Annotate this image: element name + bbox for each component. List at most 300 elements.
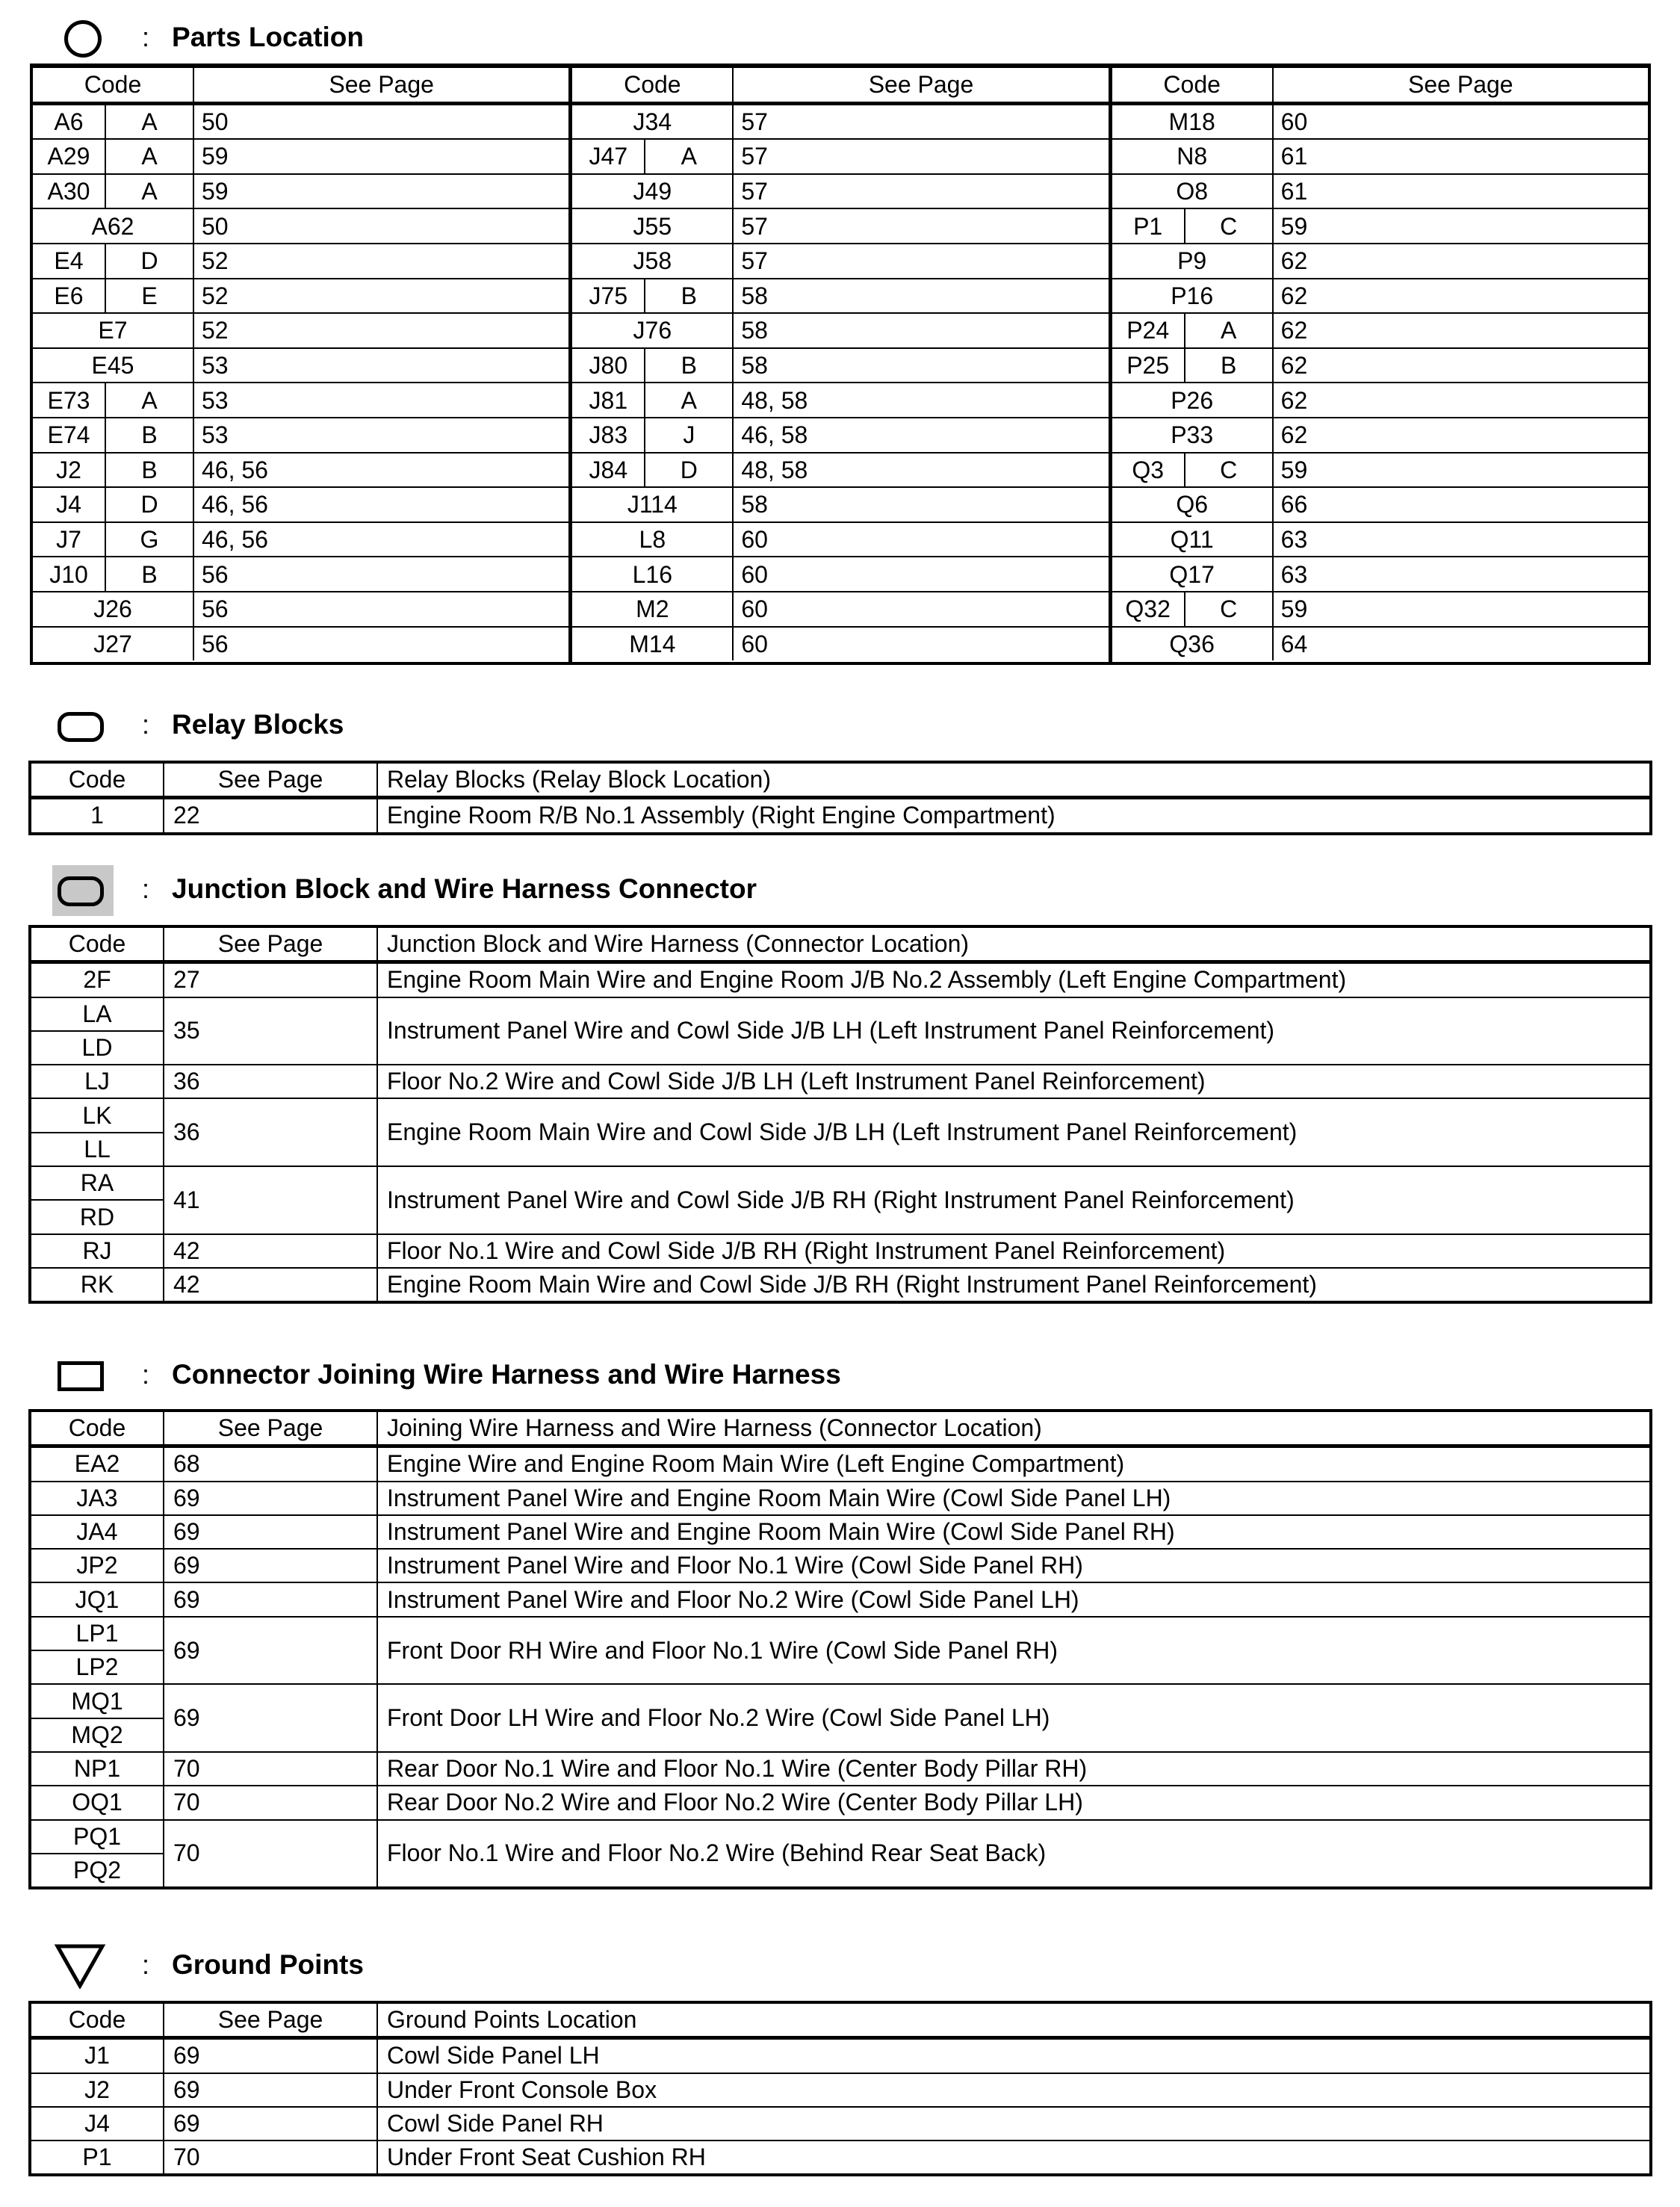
code-cell: 1 (31, 798, 164, 833)
code-cell: P1 (1112, 208, 1185, 244)
code-cell: E7 (33, 313, 193, 348)
table-row (1112, 208, 1648, 244)
code-cell: J83 (572, 418, 645, 453)
page-cell: 52 (193, 279, 568, 314)
page-cell: 70 (164, 1820, 377, 1888)
connector-letter-cell: B (1185, 348, 1273, 383)
connector-letter-cell: D (645, 453, 733, 488)
table-row (572, 313, 1108, 348)
page-cell: 69 (164, 2073, 377, 2107)
page-cell: 62 (1273, 348, 1648, 383)
description-cell: Engine Room Main Wire and Cowl Side J/B RH (Right Instrument Panel Reinforcement) (377, 1268, 1650, 1301)
page-cell: 62 (1273, 313, 1648, 348)
code-cell: A29 (33, 139, 105, 174)
page-cell: 56 (193, 557, 568, 592)
connector-letter-cell: E (105, 279, 193, 314)
code-cell: A62 (33, 208, 193, 244)
ground-points-heading (52, 1943, 364, 1987)
page-cell: 46, 58 (733, 418, 1108, 453)
description-cell: Instrument Panel Wire and Cowl Side J/B LH (Left Instrument Panel Reinforcement) (377, 997, 1650, 1065)
code-cell: J4 (31, 2107, 164, 2141)
table-row (33, 627, 568, 661)
code-cell: E45 (33, 348, 193, 383)
connector-letter-cell: C (1185, 592, 1273, 627)
connector-letter-cell: B (105, 418, 193, 453)
connector-letter-cell: D (105, 487, 193, 522)
code-cell: J2 (31, 2073, 164, 2107)
code-cell: J58 (572, 244, 733, 279)
code-header: Code (31, 2003, 164, 2038)
table-row (33, 313, 568, 348)
code-cell: Q6 (1112, 487, 1273, 522)
code-cell: E74 (33, 418, 105, 453)
page-header: See Page (164, 763, 377, 798)
page-cell: 56 (193, 592, 568, 627)
connector-letter-cell: B (645, 348, 733, 383)
section-title: Connector Joining Wire Harness and Wire Harness (172, 1359, 841, 1390)
description-header: Joining Wire Harness and Wire Harness (Connector Location) (377, 1411, 1650, 1446)
code-cell: LD (31, 1031, 164, 1065)
header-row (33, 67, 568, 103)
code-header: Code (31, 927, 164, 962)
page-cell: 48, 58 (733, 383, 1108, 418)
table-row (572, 522, 1108, 557)
page-cell: 68 (164, 1446, 377, 1482)
table-row (31, 997, 1650, 1031)
description-cell: Engine Room Main Wire and Cowl Side J/B LH (Left Instrument Panel Reinforcement) (377, 1098, 1650, 1166)
code-cell: J80 (572, 348, 645, 383)
table-row (572, 418, 1108, 453)
table-row (1112, 279, 1648, 314)
code-cell: JP2 (31, 1549, 164, 1582)
code-cell: P26 (1112, 383, 1273, 418)
page-cell: 70 (164, 1786, 377, 1819)
code-cell: P1 (31, 2141, 164, 2174)
description-cell: Instrument Panel Wire and Cowl Side J/B RH (Right Instrument Panel Reinforcement) (377, 1166, 1650, 1234)
code-cell: A6 (33, 103, 105, 139)
heading-colon: : (142, 873, 150, 904)
page-header: See Page (164, 927, 377, 962)
table-row (33, 208, 568, 244)
table-row (1112, 313, 1648, 348)
description-header: Junction Block and Wire Harness (Connector Location) (377, 927, 1650, 962)
code-header: Code (33, 67, 193, 103)
connector-letter-cell: B (105, 453, 193, 488)
rectangle-icon (52, 1352, 112, 1397)
code-cell: LA (31, 997, 164, 1031)
code-cell: L8 (572, 522, 733, 557)
page-cell: 69 (164, 1482, 377, 1515)
description-cell: Front Door LH Wire and Floor No.2 Wire (Cowl Side Panel LH) (377, 1684, 1650, 1752)
table-row (33, 103, 568, 139)
connector-letter-cell: A (1185, 313, 1273, 348)
page-cell: 59 (1273, 592, 1648, 627)
description-cell: Front Door RH Wire and Floor No.1 Wire (Cowl Side Panel RH) (377, 1617, 1650, 1685)
page-cell: 59 (1273, 208, 1648, 244)
page-cell: 69 (164, 1684, 377, 1752)
code-cell: P24 (1112, 313, 1185, 348)
table-row (572, 208, 1108, 244)
page-cell: 60 (1273, 103, 1648, 139)
code-cell: Q11 (1112, 522, 1273, 557)
table-row (33, 139, 568, 174)
table-row (572, 487, 1108, 522)
code-cell: M2 (572, 592, 733, 627)
description-cell: Instrument Panel Wire and Floor No.1 Wire (Cowl Side Panel RH) (377, 1549, 1650, 1582)
page-cell: 64 (1273, 627, 1648, 661)
code-header: Code (31, 1411, 164, 1446)
table-row (1112, 627, 1648, 661)
table-row (572, 383, 1108, 418)
page-cell: 48, 58 (733, 453, 1108, 488)
table-row (31, 1820, 1650, 1854)
circle-icon (52, 15, 112, 60)
code-cell: JQ1 (31, 1582, 164, 1616)
page-cell: 46, 56 (193, 522, 568, 557)
page-cell: 62 (1273, 383, 1648, 418)
description-cell: Engine Room Main Wire and Engine Room J/B No.2 Assembly (Left Engine Compartment) (377, 962, 1650, 997)
code-cell: E4 (33, 244, 105, 279)
header-row (31, 2003, 1650, 2038)
code-cell: LJ (31, 1065, 164, 1098)
table-row (1112, 418, 1648, 453)
page-cell: 58 (733, 487, 1108, 522)
connector-letter-cell: C (1185, 208, 1273, 244)
page-cell: 42 (164, 1268, 377, 1301)
table-row (572, 279, 1108, 314)
table-row (31, 1786, 1650, 1819)
table-row (31, 2107, 1650, 2141)
description-cell: Instrument Panel Wire and Engine Room Main Wire (Cowl Side Panel RH) (377, 1515, 1650, 1549)
page-cell: 58 (733, 348, 1108, 383)
table-row (1112, 453, 1648, 488)
code-cell: N8 (1112, 139, 1273, 174)
parts-column-table (33, 66, 568, 660)
table-row (572, 103, 1108, 139)
parts-column (33, 66, 572, 662)
connector-letter-cell: C (1185, 453, 1273, 488)
page-cell: 69 (164, 1582, 377, 1616)
table-row (572, 139, 1108, 174)
table-row (33, 174, 568, 209)
triangle-icon (52, 1943, 112, 1987)
description-cell: Engine Room R/B No.1 Assembly (Right Engine Compartment) (377, 798, 1650, 833)
description-cell: Rear Door No.1 Wire and Floor No.1 Wire (Center Body Pillar RH) (377, 1752, 1650, 1786)
code-cell: J81 (572, 383, 645, 418)
description-cell: Floor No.1 Wire and Floor No.2 Wire (Behind Rear Seat Back) (377, 1820, 1650, 1888)
connector-table (30, 1411, 1651, 1888)
code-cell: J49 (572, 174, 733, 209)
table-row (31, 1582, 1650, 1616)
page-cell: 69 (164, 1617, 377, 1685)
description-header: Relay Blocks (Relay Block Location) (377, 763, 1650, 798)
heading-colon: : (142, 709, 150, 740)
code-header: Code (1112, 67, 1273, 103)
relay-blocks-heading (52, 702, 344, 747)
code-cell: RJ (31, 1234, 164, 1268)
table-row (31, 1166, 1650, 1200)
page-cell: 56 (193, 627, 568, 661)
description-cell: Under Front Console Box (377, 2073, 1650, 2107)
heading-colon: : (142, 1359, 150, 1390)
code-cell: P16 (1112, 279, 1273, 314)
table-row (1112, 592, 1648, 627)
page-cell: 42 (164, 1234, 377, 1268)
page-cell: 50 (193, 208, 568, 244)
page-cell: 69 (164, 2107, 377, 2141)
page-cell: 62 (1273, 418, 1648, 453)
code-cell: P9 (1112, 244, 1273, 279)
page-cell: 46, 56 (193, 487, 568, 522)
page-cell: 63 (1273, 522, 1648, 557)
table-row (1112, 174, 1648, 209)
connector-letter-cell: A (645, 383, 733, 418)
connector-letter-cell: D (105, 244, 193, 279)
table-row (31, 1098, 1650, 1132)
header-row (572, 67, 1108, 103)
page-cell: 70 (164, 2141, 377, 2174)
code-cell: JA4 (31, 1515, 164, 1549)
code-cell: J4 (33, 487, 105, 522)
table-row (31, 2038, 1650, 2073)
header-row (31, 1411, 1650, 1446)
code-cell: J55 (572, 208, 733, 244)
table-row (1112, 557, 1648, 592)
connector-heading (52, 1352, 841, 1397)
table-row (33, 244, 568, 279)
code-cell: J75 (572, 279, 645, 314)
code-cell: MQ1 (31, 1684, 164, 1718)
code-cell: RD (31, 1200, 164, 1233)
code-cell: J2 (33, 453, 105, 488)
page-header: See Page (164, 1411, 377, 1446)
table-row (31, 1684, 1650, 1718)
table-row (31, 1446, 1650, 1482)
page-cell: 60 (733, 627, 1108, 661)
code-cell: L16 (572, 557, 733, 592)
code-cell: NP1 (31, 1752, 164, 1786)
table-row (31, 962, 1650, 997)
code-cell: LP2 (31, 1650, 164, 1684)
page-cell: 41 (164, 1166, 377, 1234)
table-row (31, 1617, 1650, 1650)
page-cell: 59 (193, 174, 568, 209)
description-cell: Floor No.1 Wire and Cowl Side J/B RH (Right Instrument Panel Reinforcement) (377, 1234, 1650, 1268)
header-row (1112, 67, 1648, 103)
table-row (31, 1549, 1650, 1582)
code-cell: M18 (1112, 103, 1273, 139)
code-cell: OQ1 (31, 1786, 164, 1819)
connector-letter-cell: A (105, 139, 193, 174)
junction-block-table (30, 926, 1651, 1302)
header-row (31, 763, 1650, 798)
code-cell: J1 (31, 2038, 164, 2073)
ground-points-table (30, 2002, 1651, 2175)
table-row (1112, 139, 1648, 174)
page-cell: 59 (1273, 453, 1648, 488)
code-cell: 2F (31, 962, 164, 997)
code-cell: Q36 (1112, 627, 1273, 661)
table-row (33, 418, 568, 453)
table-row (31, 2073, 1650, 2107)
page-cell: 66 (1273, 487, 1648, 522)
description-cell: Cowl Side Panel LH (377, 2038, 1650, 2073)
table-row (33, 557, 568, 592)
page-cell: 36 (164, 1065, 377, 1098)
code-cell: Q3 (1112, 453, 1185, 488)
table-row (31, 1234, 1650, 1268)
code-cell: P25 (1112, 348, 1185, 383)
table-row (572, 174, 1108, 209)
page-header: See Page (193, 67, 568, 103)
code-cell: PQ2 (31, 1854, 164, 1887)
page-cell: 57 (733, 139, 1108, 174)
parts-column-table (572, 66, 1108, 660)
page-cell: 52 (193, 313, 568, 348)
relay-blocks-table (30, 762, 1651, 834)
description-cell: Instrument Panel Wire and Engine Room Main Wire (Cowl Side Panel LH) (377, 1482, 1650, 1515)
parts-location-table (30, 64, 1651, 665)
page-cell: 62 (1273, 244, 1648, 279)
page-cell: 46, 56 (193, 453, 568, 488)
table-row (1112, 244, 1648, 279)
description-cell: Cowl Side Panel RH (377, 2107, 1650, 2141)
code-cell: J7 (33, 522, 105, 557)
section-title: Ground Points (172, 1949, 364, 1980)
parts-location-heading (52, 15, 364, 60)
code-cell: LL (31, 1133, 164, 1166)
heading-colon: : (142, 1949, 150, 1980)
table-row (1112, 348, 1648, 383)
table-row (1112, 103, 1648, 139)
table-row (31, 1065, 1650, 1098)
description-header: Ground Points Location (377, 2003, 1650, 2038)
code-cell: JA3 (31, 1482, 164, 1515)
table-row (33, 279, 568, 314)
page-cell: 36 (164, 1098, 377, 1166)
table-row (31, 1482, 1650, 1515)
code-cell: RA (31, 1166, 164, 1200)
parts-column (572, 66, 1112, 662)
connector-letter-cell: A (105, 174, 193, 209)
page-cell: 62 (1273, 279, 1648, 314)
section-title: Junction Block and Wire Harness Connector (172, 873, 757, 904)
code-cell: Q17 (1112, 557, 1273, 592)
page-cell: 60 (733, 522, 1108, 557)
table-row (572, 348, 1108, 383)
header-row (31, 927, 1650, 962)
page-cell: 22 (164, 798, 377, 833)
table-row (33, 522, 568, 557)
code-cell: J10 (33, 557, 105, 592)
page-cell: 53 (193, 348, 568, 383)
parts-column-table (1112, 66, 1648, 660)
table-row (572, 244, 1108, 279)
table-row (1112, 487, 1648, 522)
code-cell: A30 (33, 174, 105, 209)
code-cell: PQ1 (31, 1820, 164, 1854)
page-cell: 61 (1273, 174, 1648, 209)
page-cell: 59 (193, 139, 568, 174)
table-row (572, 557, 1108, 592)
code-cell: E6 (33, 279, 105, 314)
code-cell: EA2 (31, 1446, 164, 1482)
page-header: See Page (733, 67, 1108, 103)
code-cell: LK (31, 1098, 164, 1132)
page-cell: 50 (193, 103, 568, 139)
page-cell: 63 (1273, 557, 1648, 592)
page-cell: 35 (164, 997, 377, 1065)
page-cell: 60 (733, 592, 1108, 627)
table-row (31, 798, 1650, 833)
description-cell: Rear Door No.2 Wire and Floor No.2 Wire (Center Body Pillar LH) (377, 1786, 1650, 1819)
code-cell: LP1 (31, 1617, 164, 1650)
parts-column (1112, 66, 1648, 662)
page-cell: 69 (164, 1515, 377, 1549)
page-cell: 53 (193, 383, 568, 418)
page-cell: 27 (164, 962, 377, 997)
description-cell: Instrument Panel Wire and Floor No.2 Wire (Cowl Side Panel LH) (377, 1582, 1650, 1616)
description-cell: Engine Wire and Engine Room Main Wire (Left Engine Compartment) (377, 1446, 1650, 1482)
description-cell: Floor No.2 Wire and Cowl Side J/B LH (Left Instrument Panel Reinforcement) (377, 1065, 1650, 1098)
table-row (1112, 522, 1648, 557)
table-row (31, 2141, 1650, 2174)
section-title: Relay Blocks (172, 709, 344, 740)
page-cell: 69 (164, 2038, 377, 2073)
table-row (33, 453, 568, 488)
table-row (572, 453, 1108, 488)
code-cell: RK (31, 1268, 164, 1301)
section-title: Parts Location (172, 22, 365, 52)
page-cell: 70 (164, 1752, 377, 1786)
connector-letter-cell: A (105, 103, 193, 139)
page-cell: 57 (733, 244, 1108, 279)
table-row (31, 1752, 1650, 1786)
table-row (31, 1268, 1650, 1301)
table-row (572, 627, 1108, 661)
page-cell: 52 (193, 244, 568, 279)
page-cell: 61 (1273, 139, 1648, 174)
code-cell: J76 (572, 313, 733, 348)
table-row (33, 592, 568, 627)
table-row (31, 1515, 1650, 1549)
code-cell: O8 (1112, 174, 1273, 209)
code-cell: P33 (1112, 418, 1273, 453)
connector-letter-cell: B (105, 557, 193, 592)
connector-letter-cell: A (645, 139, 733, 174)
page-cell: 58 (733, 279, 1108, 314)
code-cell: Q32 (1112, 592, 1185, 627)
connector-letter-cell: G (105, 522, 193, 557)
table-row (33, 348, 568, 383)
table-row (572, 592, 1108, 627)
table-row (1112, 383, 1648, 418)
page-cell: 69 (164, 1549, 377, 1582)
rounded-rectangle-icon (52, 702, 112, 747)
table-row (33, 487, 568, 522)
page-cell: 57 (733, 174, 1108, 209)
description-cell: Under Front Seat Cushion RH (377, 2141, 1650, 2174)
page-header: See Page (164, 2003, 377, 2038)
page-cell: 57 (733, 208, 1108, 244)
page-header: See Page (1273, 67, 1648, 103)
code-cell: J114 (572, 487, 733, 522)
page-cell: 53 (193, 418, 568, 453)
connector-letter-cell: B (645, 279, 733, 314)
code-header: Code (31, 763, 164, 798)
page-cell: 57 (733, 103, 1108, 139)
connector-letter-cell: J (645, 418, 733, 453)
